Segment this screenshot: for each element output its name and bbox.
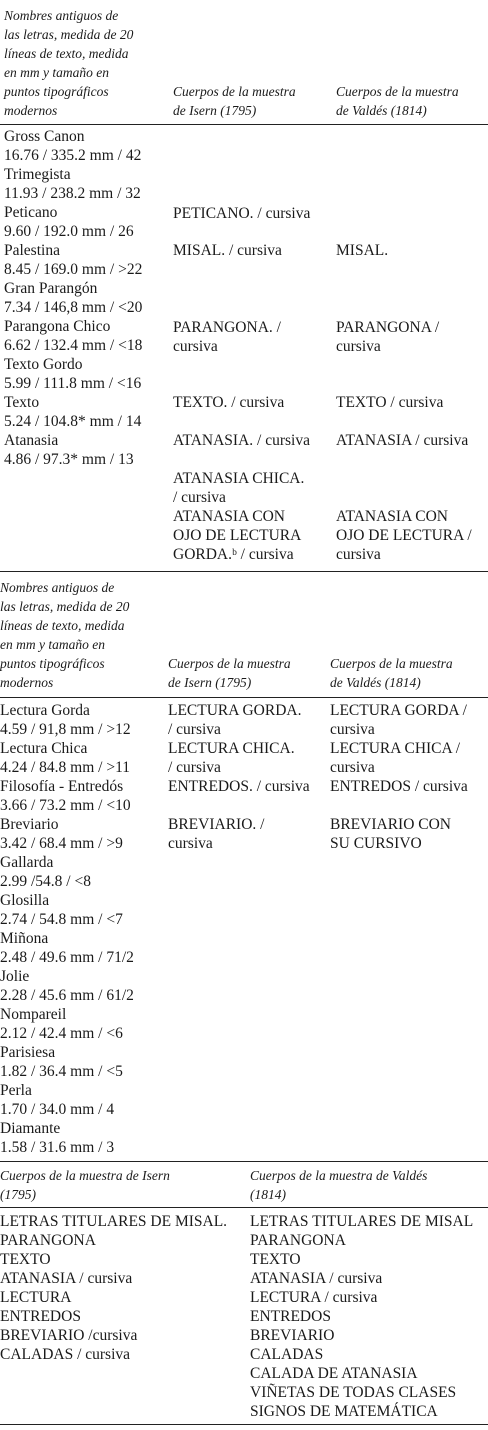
- table3-valdes-list: LETRAS TITULARES DE MISAL PARANGONA TEXTO ATANASIA / cursiva LECTURA / cursiva ENTREDOS BREVIARIO CALADAS CALADA DE ATANASIA VIÑETAS DE TODAS CLASES SIGNOS DE MATEMÁTICA: [250, 1213, 474, 1420]
- table1-cell: Gross Canon 16.76 / 335.2 mm / 42: [4, 128, 142, 164]
- table1-header-valdes: Cuerpos de la muestra de Valdés (1814): [336, 84, 459, 118]
- table1-cell: PARANGONA / cursiva: [336, 319, 440, 355]
- table1-cell: Parangona Chico 6.62 / 132.4 mm / <18: [4, 318, 143, 354]
- table3-header-valdes: Cuerpos de la muestra de Valdés (1814): [250, 1168, 428, 1202]
- table2-bottom-rule: [0, 1161, 488, 1162]
- table2-cell: Diamante 1.58 / 31.6 mm / 3: [0, 1120, 115, 1156]
- table1-cell: PETICANO. / cursiva: [173, 205, 311, 222]
- table1-header-names: Nombres antiguos de las letras, medida de 20 líneas de texto, medida en mm y tamaño en puntos tipográficos modernos: [4, 8, 134, 118]
- table2-cell: Filosofía - Entredós 3.66 / 73.2 mm / <10: [0, 778, 131, 814]
- table1-cell: ATANASIA CON OJO DE LECTURA GORDA.ᵇ / cursiva: [173, 508, 302, 563]
- table2-cell: Parisiesa 1.82 / 36.4 mm / <5: [0, 1044, 123, 1080]
- table3-header-rule: [0, 1207, 488, 1208]
- table2-cell: Jolie 2.28 / 45.6 mm / 61/2: [0, 968, 134, 1004]
- table1-cell: ATANASIA / cursiva: [336, 432, 469, 449]
- table1-cell: Texto 5.24 / 104.8* mm / 14: [4, 394, 142, 430]
- table1-cell: MISAL. / cursiva: [173, 242, 282, 259]
- table1-cell: ATANASIA CHICA. / cursiva: [173, 470, 305, 506]
- table1-cell: Gran Parangón 7.34 / 146,8 mm / <20: [4, 280, 143, 316]
- table1-cell: TEXTO / cursiva: [336, 394, 444, 411]
- table1-cell: ATANASIA CON OJO DE LECTURA / cursiva: [336, 508, 472, 563]
- table2-header-rule: [0, 697, 488, 698]
- table2-cell: Lectura Chica 4.24 / 84.8 mm / >11: [0, 740, 131, 776]
- table1-header-isern: Cuerpos de la muestra de Isern (1795): [173, 84, 296, 118]
- table1-cell: ATANASIA. / cursiva: [173, 432, 310, 449]
- table2-cell: BREVIARIO CON SU CURSIVO: [330, 816, 451, 852]
- table3-bottom-rule: [0, 1424, 488, 1425]
- table2-cell: LECTURA CHICA / cursiva: [330, 740, 461, 776]
- table2-header-isern: Cuerpos de la muestra de Isern (1795): [168, 656, 291, 690]
- table2-cell: Glosilla 2.74 / 54.8 mm / <7: [0, 892, 123, 928]
- table1-bottom-rule: [0, 571, 488, 572]
- table2-cell: LECTURA CHICA. / cursiva: [168, 740, 295, 776]
- table2-header-valdes: Cuerpos de la muestra de Valdés (1814): [330, 656, 453, 690]
- table1-cell: Trimegista 11.93 / 238.2 mm / 32: [4, 166, 141, 202]
- table2-cell: ENTREDOS / cursiva: [330, 778, 468, 795]
- table1-cell: Atanasia 4.86 / 97.3* mm / 13: [4, 432, 134, 468]
- table3-isern-list: LETRAS TITULARES DE MISAL. PARANGONA TEXTO ATANASIA / cursiva LECTURA ENTREDOS BREVIARIO /cursiva CALADAS / cursiva: [0, 1213, 228, 1363]
- table1-cell: Palestina 8.45 / 169.0 mm / >22: [4, 242, 143, 278]
- table1-cell: TEXTO. / cursiva: [173, 394, 285, 411]
- table3-header-isern: Cuerpos de la muestra de Isern (1795): [0, 1168, 170, 1202]
- table2-cell: Lectura Gorda 4.59 / 91,8 mm / >12: [0, 702, 131, 738]
- table2-cell: LECTURA GORDA / cursiva: [330, 702, 467, 738]
- table2-cell: Miñona 2.48 / 49.6 mm / 71/2: [0, 930, 134, 966]
- table1-cell: Texto Gordo 5.99 / 111.8 mm / <16: [4, 356, 142, 392]
- table1-cell: Peticano 9.60 / 192.0 mm / 26: [4, 204, 134, 240]
- table2-cell: BREVIARIO. / cursiva: [168, 816, 265, 852]
- table2-cell: LECTURA GORDA. / cursiva: [168, 702, 302, 738]
- table2-header-names: Nombres antiguos de las letras, medida de 20 líneas de texto, medida en mm y tamaño en puntos tipográficos modernos: [0, 580, 130, 690]
- table1-cell: PARANGONA. / cursiva: [173, 319, 281, 355]
- table1-header-rule: [0, 124, 488, 125]
- table2-cell: Breviario 3.42 / 68.4 mm / >9: [0, 816, 123, 852]
- table2-cell: Nompareil 2.12 / 42.4 mm / <6: [0, 1006, 123, 1042]
- table1-cell: MISAL.: [336, 242, 389, 259]
- table2-cell: Perla 1.70 / 34.0 mm / 4: [0, 1082, 115, 1118]
- table2-cell: Gallarda 2.99 /54.8 / <8: [0, 854, 91, 890]
- table2-cell: ENTREDOS. / cursiva: [168, 778, 310, 795]
